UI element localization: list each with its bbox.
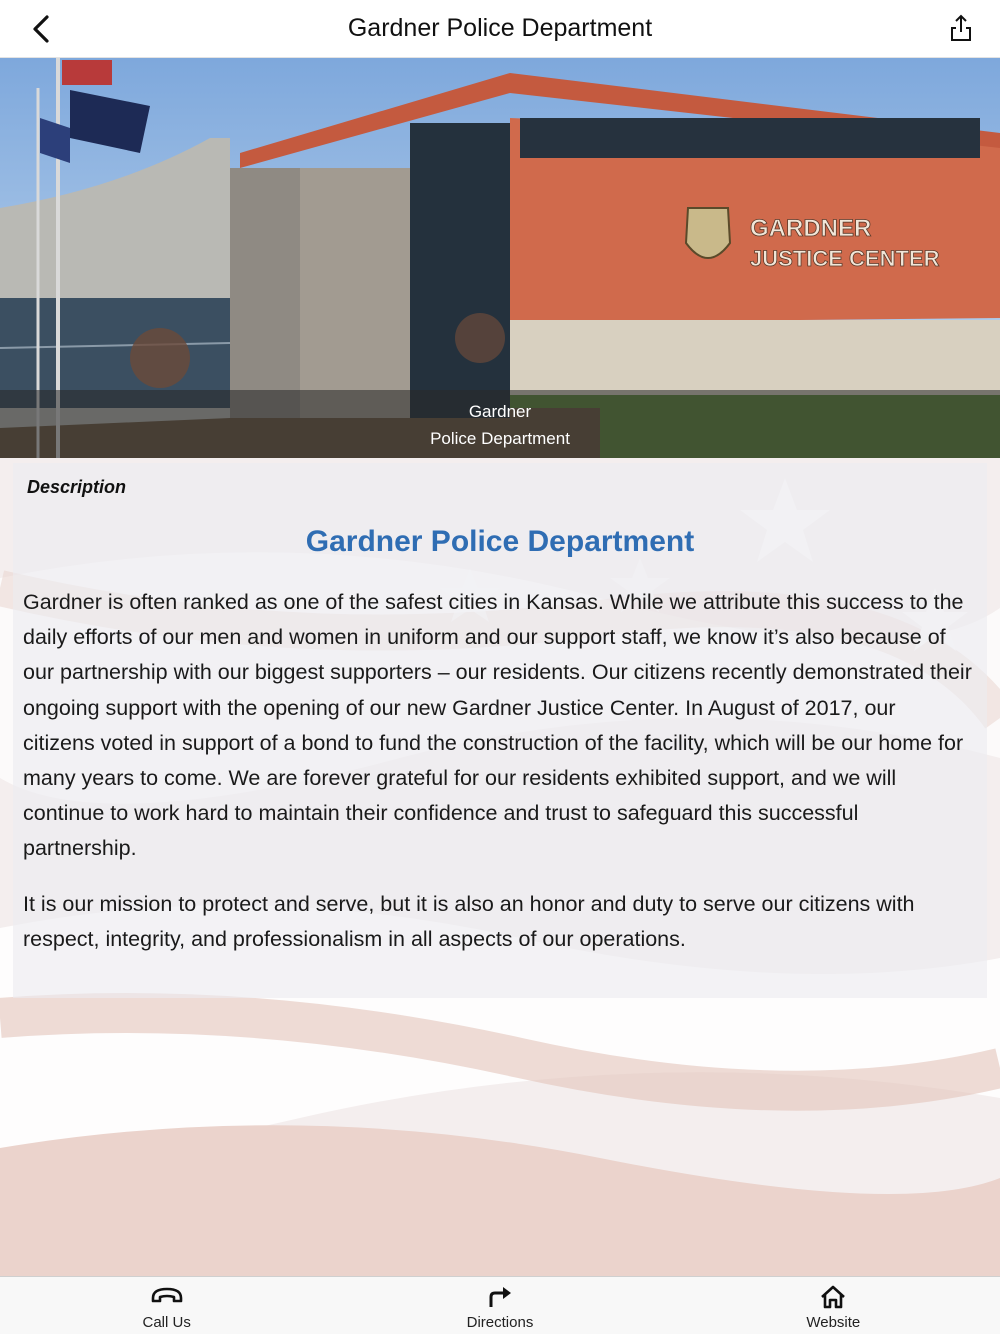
tab-label: Website: [806, 1314, 861, 1331]
tab-label: Directions: [466, 1314, 534, 1331]
tab-directions[interactable]: [333, 1277, 666, 1334]
tab-label: Call Us: [142, 1314, 191, 1331]
share-button[interactable]: [946, 12, 976, 44]
top-navigation-bar: [0, 0, 1000, 58]
tab-website[interactable]: [667, 1277, 1000, 1334]
description-label: Description: [27, 477, 127, 497]
hero-caption: [0, 390, 1000, 458]
sign-text-line1: GARDNER: [750, 215, 872, 242]
sign-text-line2: JUSTICE CENTER: [750, 246, 940, 271]
description-heading: Gardner Police Department: [305, 525, 695, 558]
share-icon: [949, 14, 973, 42]
back-button[interactable]: [26, 13, 56, 45]
tab-call-us[interactable]: [0, 1277, 333, 1334]
directions-arrow-icon: [487, 1285, 513, 1309]
phone-icon: [150, 1286, 184, 1308]
page-title: Gardner Police Department: [347, 14, 653, 42]
home-icon: [820, 1285, 846, 1309]
chevron-left-icon: [31, 15, 51, 43]
bottom-tab-bar: [0, 1276, 1000, 1334]
description-panel: [13, 463, 987, 998]
caption-line-2: Police Department: [430, 429, 570, 448]
description-body: [23, 585, 973, 977]
description-paragraph-2: It is our mission to protect and serve, but it is also an honor and duty to serve our citizens with respect, integrity, and professionalism in all aspects of our operations.: [23, 891, 915, 951]
description-paragraph-1: Gardner is often ranked as one of the safest cities in Kansas. While we attribute this success to the daily efforts of our men and women in uniform and our support staff, we know it’s also because of our partnership with our biggest supporters – our residents. Our citizens recently demonstrated their ongoing support with the opening of our new Gardner Justice Center. In August of 2017, our citizens voted in support of a bond to fund the construction of the facility, which will be our home for many years to come. We are forever grateful for our residents exhibited support, and we will continue to work hard to maintain their confidence and trust to safeguard this successful partnership.: [23, 590, 972, 861]
hero-image: [0, 58, 1000, 458]
caption-line-1: Gardner: [468, 402, 532, 421]
